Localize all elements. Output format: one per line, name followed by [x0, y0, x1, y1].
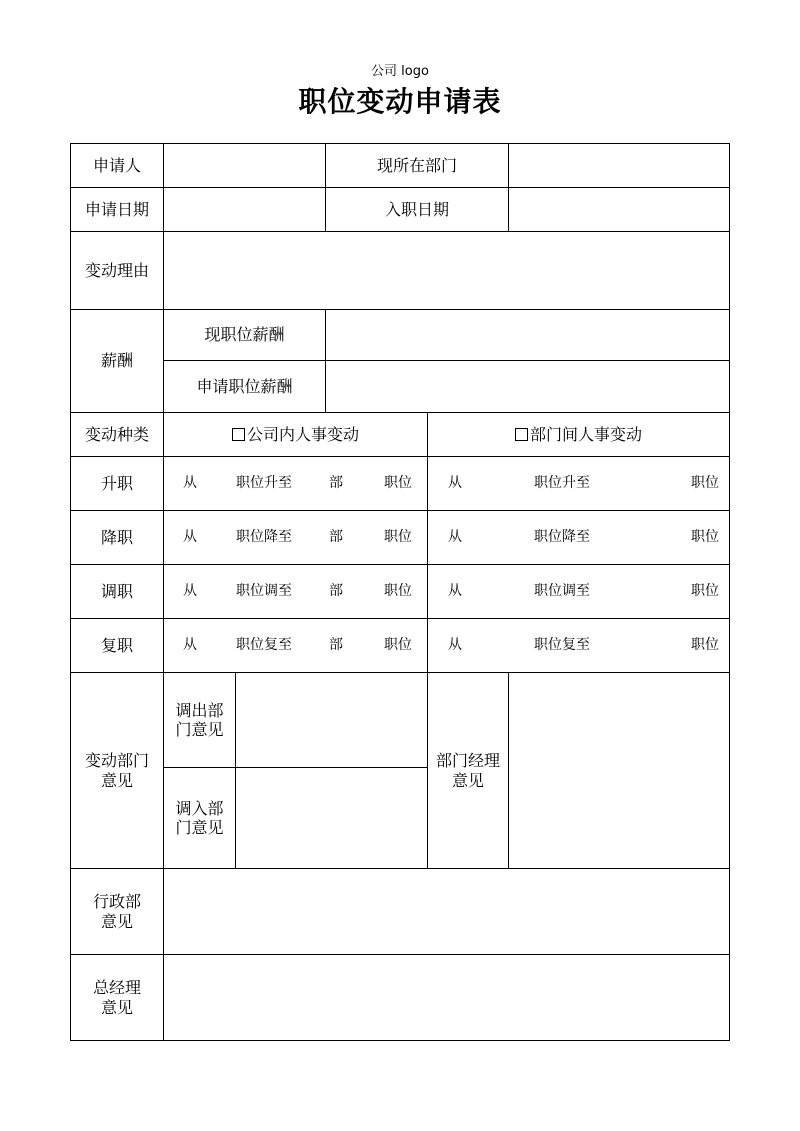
dept-opinion-label: 变动部门 意见 [71, 673, 164, 869]
from-text: 从 [448, 529, 462, 546]
in-dept-opinion-label: 调入部 门意见 [164, 768, 236, 869]
hire-date-field[interactable] [509, 188, 730, 232]
company-logo-text: 公司 logo [371, 64, 429, 79]
admin-opinion-field[interactable] [164, 869, 730, 955]
current-salary-field[interactable] [326, 310, 730, 361]
to-text: 职位降至 [236, 529, 292, 546]
from-text: 从 [183, 475, 197, 492]
position-text: 职位 [691, 583, 720, 600]
change-row-promotion [71, 457, 730, 511]
admin-opinion-label: 行政部 意见 [71, 869, 164, 955]
row-label: 复职 [71, 619, 164, 673]
current-dept-field[interactable] [509, 144, 730, 188]
page-title: 职位变动申请表 [298, 85, 502, 118]
reason-label: 变动理由 [71, 232, 164, 310]
out-dept-opinion-field[interactable] [236, 673, 428, 768]
checkbox-icon[interactable] [515, 428, 528, 441]
apply-date-field[interactable] [164, 188, 326, 232]
applied-salary-label: 申请职位薪酬 [164, 361, 326, 413]
to-text: 职位复至 [534, 637, 590, 654]
position-text: 职位 [691, 637, 720, 654]
hire-date-label: 入职日期 [326, 188, 509, 232]
from-text: 从 [448, 475, 462, 492]
to-text: 职位复至 [236, 637, 292, 654]
left-move-cell[interactable] [164, 511, 428, 565]
current-dept-label: 现所在部门 [326, 144, 509, 188]
applicant-field[interactable] [164, 144, 326, 188]
salary-label: 薪酬 [71, 310, 164, 413]
right-move-cell[interactable] [428, 511, 730, 565]
right-move-cell[interactable] [428, 619, 730, 673]
position-text: 职位 [691, 529, 720, 546]
from-text: 从 [448, 637, 462, 654]
right-move-cell[interactable] [428, 457, 730, 511]
from-text: 从 [183, 637, 197, 654]
out-dept-opinion-label: 调出部 门意见 [164, 673, 236, 768]
row-label: 升职 [71, 457, 164, 511]
left-move-cell[interactable] [164, 457, 428, 511]
row-label: 调职 [71, 565, 164, 619]
checkbox-icon[interactable] [232, 428, 245, 441]
reason-field[interactable] [164, 232, 730, 310]
position-text: 职位 [384, 637, 412, 654]
apply-date-label: 申请日期 [71, 188, 164, 232]
dept-text: 部 [329, 583, 343, 600]
right-move-cell[interactable] [428, 565, 730, 619]
change-row-demotion [71, 511, 730, 565]
gm-opinion-field[interactable] [164, 955, 730, 1041]
applied-salary-field[interactable] [326, 361, 730, 413]
applicant-label: 申请人 [71, 144, 164, 188]
application-form [70, 143, 730, 1041]
option-internal-label: 公司内人事变动 [246, 424, 359, 444]
to-text: 职位调至 [534, 583, 590, 600]
manager-opinion-field[interactable] [509, 673, 730, 869]
dept-text: 部 [329, 475, 343, 492]
change-row-reinstatement [71, 619, 730, 673]
manager-opinion-label: 部门经理 意见 [428, 673, 509, 869]
position-text: 职位 [691, 475, 720, 492]
from-text: 从 [448, 583, 462, 600]
dept-text: 部 [329, 529, 343, 546]
row-label: 降职 [71, 511, 164, 565]
from-text: 从 [183, 529, 197, 546]
gm-opinion-label: 总经理 意见 [71, 955, 164, 1041]
left-move-cell[interactable] [164, 619, 428, 673]
option-interdept[interactable] [428, 413, 730, 457]
position-text: 职位 [384, 475, 412, 492]
change-row-transfer [71, 565, 730, 619]
position-text: 职位 [384, 529, 412, 546]
position-text: 职位 [384, 583, 412, 600]
change-type-label: 变动种类 [71, 413, 164, 457]
option-internal[interactable] [164, 413, 428, 457]
to-text: 职位降至 [534, 529, 590, 546]
option-interdept-label: 部门间人事变动 [530, 424, 643, 444]
in-dept-opinion-field[interactable] [236, 768, 428, 869]
dept-text: 部 [329, 637, 343, 654]
current-salary-label: 现职位薪酬 [164, 310, 326, 361]
from-text: 从 [183, 583, 197, 600]
to-text: 职位升至 [534, 475, 590, 492]
left-move-cell[interactable] [164, 565, 428, 619]
to-text: 职位调至 [236, 583, 292, 600]
to-text: 职位升至 [236, 475, 292, 492]
